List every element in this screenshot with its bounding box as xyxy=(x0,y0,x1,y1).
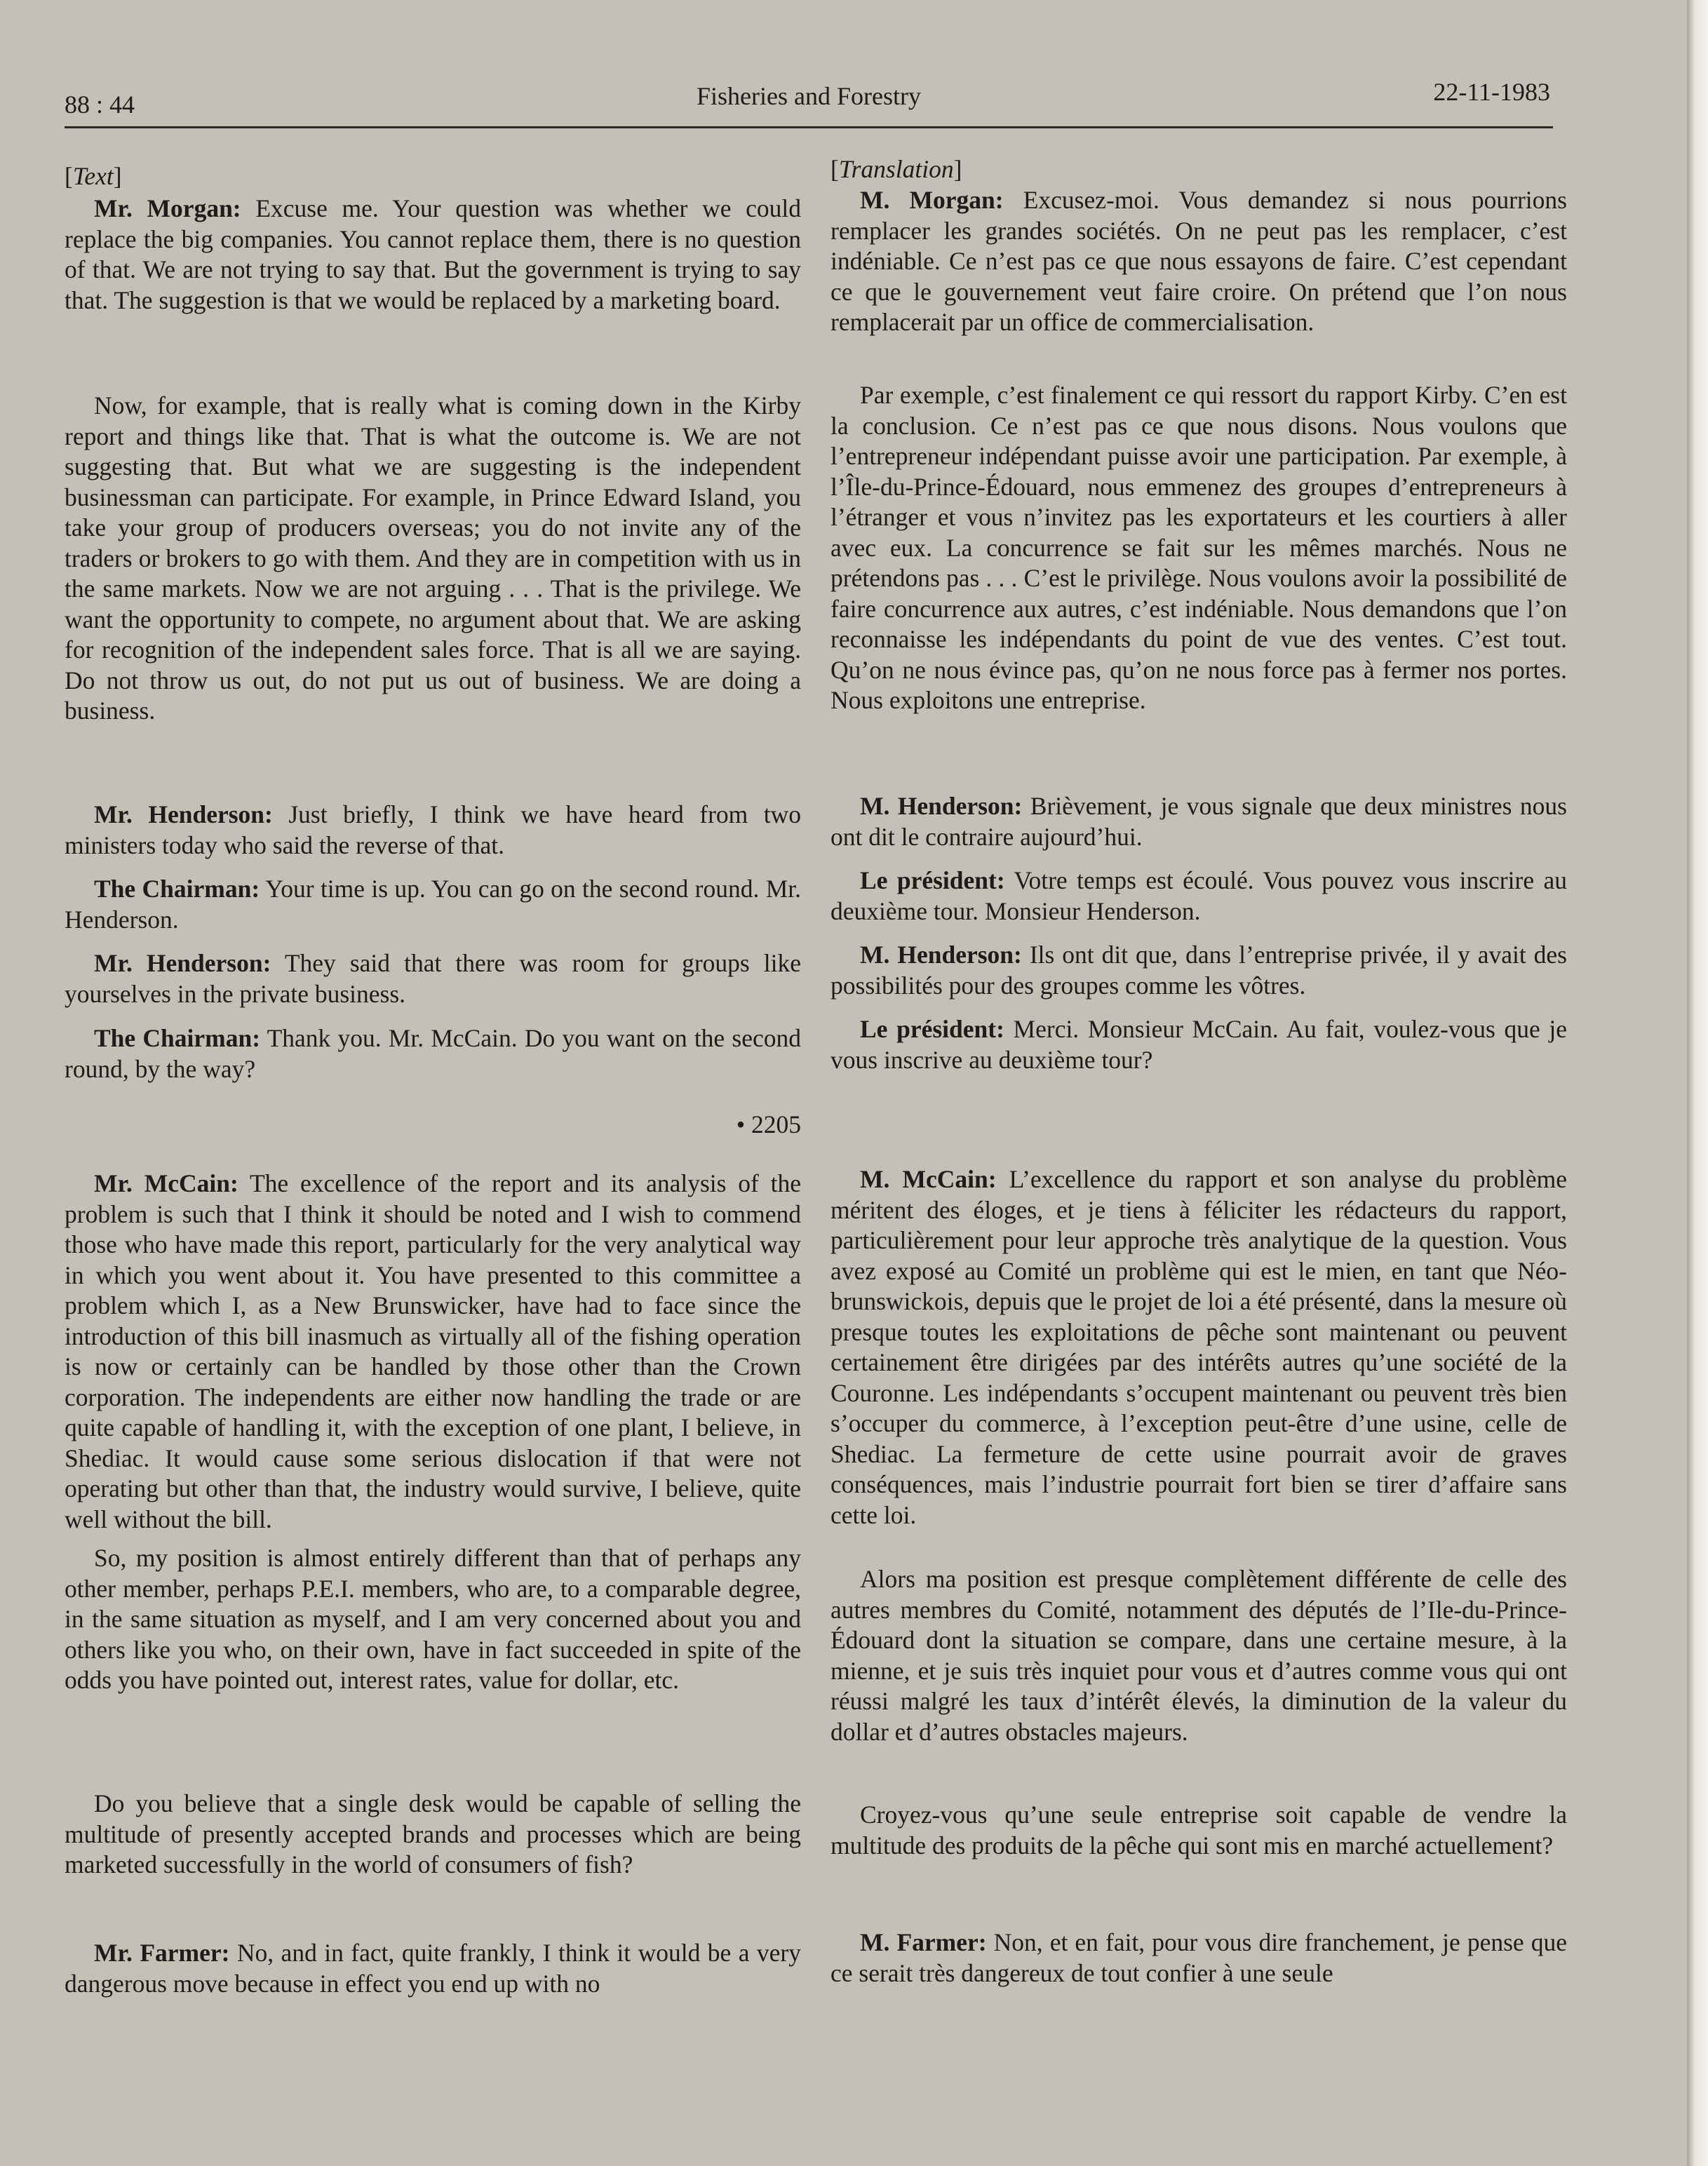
publication-title: Fisheries and Forestry xyxy=(697,82,921,110)
time-marker: • 2205 xyxy=(736,1110,801,1138)
language-label-text: Text xyxy=(72,162,114,190)
speaker-name: M. Henderson: xyxy=(860,941,1022,969)
paragraph: M. Farmer: Non, et en fait, pour vous dire franchement, je pense que ce serait très dangereux de tout confier à une seule xyxy=(831,1928,1568,1987)
language-label-text: Translation xyxy=(838,155,954,183)
speaker-name: Mr. Henderson: xyxy=(94,800,273,828)
paragraph: Croyez-vous qu’une seule entreprise soit capable de vendre la multitude des produits de la pêche qui sont mis en marché actuellement? xyxy=(831,1801,1567,1859)
english-language-label: [Text] xyxy=(65,162,122,190)
speaker-name: M. McCain: xyxy=(860,1165,997,1193)
paragraph: Do you believe that a single desk would be capable of selling the multitude of presently accepted brands and processes which are being marketed successfully in the world of consumers of fish? xyxy=(65,1789,801,1878)
paragraph: Mr. Henderson: They said that there was room for groups like yourselves in the private business. xyxy=(65,949,801,1008)
paragraph: Alors ma position est presque complètement différente de celle des autres membres du Comité, notamment des députés de l’Ile-du-Prince-Édouard dont la situation se compare, dans une certaine mesure, à la mienne, et je suis très inquiet pour vous et d’autres comme vous qui ont réussi malgré les taux d’intérêt élevés, la diminution de la valeur du dollar et d’autres obstacles majeurs. xyxy=(831,1565,1567,1746)
speaker-name: Mr. Henderson: xyxy=(94,949,271,977)
paragraph: So, my position is almost entirely different than that of perhaps any other member, perhaps P.E.I. members, who are, to a comparable degree, in the same situation as myself, and I am very concerned about you and others like you who, on their own, have in fact succeeded in spite of the odds you have pointed out, interest rates, value for dollar, etc. xyxy=(65,1544,801,1694)
paragraph: M. Henderson: Brièvement, je vous signale que deux ministres nous ont dit le contraire aujourd’hui. xyxy=(831,792,1567,851)
paragraph: Mr. Farmer: No, and in fact, quite frankly, I think it would be a very dangerous move because in effect you end up with no xyxy=(65,1939,801,1998)
speaker-name: M. Morgan: xyxy=(860,186,1004,214)
paragraph: Mr. McCain: The excellence of the report and its analysis of the problem is such that I think it should be noted and I wish to commend those who have made this report, particularly for the very analytical way in which you went about it. You have presented to this committee a problem which I, as a New Brunswicker, have had to face since the introduction of this bill inasmuch as virtually all of the fishing operation is now or certainly can be handled by those other than the Crown corporation. The independents are either now handling the trade or are quite capable of handling it, with the exception of one plant, I believe, in Shediac. It would cause some serious dislocation if that were not operating but other than that, the industry would survive, I believe, quite well without the bill. xyxy=(65,1169,801,1533)
paragraph: The Chairman: Your time is up. You can go on the second round. Mr. Henderson. xyxy=(65,875,801,934)
speaker-name: Mr. Farmer: xyxy=(94,1939,230,1967)
speaker-name: Mr. McCain: xyxy=(94,1169,238,1197)
paragraph: Mr. Henderson: Just briefly, I think we have heard from two ministers today who said the reverse of that. xyxy=(65,800,801,859)
paragraph: M. Morgan: Excusez-moi. Vous demandez si nous pourrions remplacer les grandes sociétés. On ne peut pas les remplacer, c’est indéniable. Ce n’est pas ce que nous essayons de faire. C’est cependant ce que le gouvernement veut faire croire. On prétend que l’on nous remplacerait par un office de commercialisation. xyxy=(831,186,1567,336)
paragraph: Now, for example, that is really what is coming down in the Kirby report and things like that. That is what the outcome is. We are not suggesting that. But what we are suggesting is the independent businessman can participate. For example, in Prince Edward Island, you take your group of producers overseas; you do not invite any of the traders or brokers to go with them. And they are in competition with us in the same markets. Now we are not arguing . . . That is the privilege. We want the opportunity to compete, no argument about that. We are asking for recognition of the independent sales force. That is all we are saying. Do not throw us out, do not put us out of business. We are doing a business. xyxy=(65,391,801,725)
french-language-label: [Translation] xyxy=(831,155,962,183)
page-header xyxy=(65,70,1553,128)
page-edge xyxy=(1687,0,1708,2166)
paragraph: Le président: Votre temps est écoulé. Vous pouvez vous inscrire au deuxième tour. Monsieur Henderson. xyxy=(831,866,1567,925)
paragraph: The Chairman: Thank you. Mr. McCain. Do you want on the second round, by the way? xyxy=(65,1024,801,1083)
paragraph: Par exemple, c’est finalement ce qui ressort du rapport Kirby. C’en est la conclusion. Ce n’est pas ce que nous disons. Nous voulons que l’entrepreneur indépendant puisse avoir une participation. Par exemple, à l’Île-du-Prince-Édouard, nous emmenez des groupes d’entrepreneurs à l’étranger et vous n’invitez pas les exportateurs et les courtiers à aller avec eux. La concurrence se fait sur les mêmes marchés. Nous ne prétendons pas . . . C’est le privilège. Nous voulons avoir la possibilité de faire concurrence aux autres, c’est indéniable. Nous demandons que l’on reconnaisse les indépendants du point de vue des ventes. C’est tout. Qu’on ne nous évince pas, qu’on ne nous force pas à fermer nos portes. Nous exploitons une entreprise. xyxy=(831,381,1567,714)
speaker-name: M. Farmer: xyxy=(860,1928,987,1956)
paragraph: M. Henderson: Ils ont dit que, dans l’entreprise privée, il y avait des possibilités pour des groupes comme les vôtres. xyxy=(831,941,1568,1000)
paragraph: Mr. Morgan: Excuse me. Your question was whether we could replace the big companies. You cannot replace them, there is no question of that. We are not trying to say that. But the government is trying to say that. The suggestion is that we would be replaced by a marketing board. xyxy=(65,194,801,314)
speaker-name: Mr. Morgan: xyxy=(94,194,241,222)
page-number: 88 : 44 xyxy=(65,90,135,119)
speaker-name: Le président: xyxy=(860,866,1005,894)
speaker-name: The Chairman: xyxy=(94,875,260,903)
header-date: 22-11-1983 xyxy=(1433,78,1550,106)
paragraph: M. McCain: L’excellence du rapport et son analyse du problème méritent des éloges, et je tiens à féliciter les rédacteurs du rapport, particulièrement pour leur approche très analytique de la question. Vous avez exposé au Comité un problème qui est le mien, en tant que Néo-brunswickois, depuis que le projet de loi a été présenté, dans la mesure où presque toutes les exploitations de pêche sont maintenant ou peuvent certainement être dirigées par des intérêts autres qu’une société de la Couronne. Les indépendants s’occupent maintenant ou peuvent très bien s’occuper du commerce, à l’exception peut-être d’une usine, celle de Shediac. La fermeture de cette usine pourrait avoir de graves conséquences, mais l’industrie pourrait fort bien se tirer d’affaire sans cette loi. xyxy=(831,1165,1567,1529)
speaker-name: Le président: xyxy=(860,1015,1004,1043)
paragraph: Le président: Merci. Monsieur McCain. Au fait, voulez-vous que je vous inscrive au deuxième tour? xyxy=(831,1015,1567,1074)
speaker-name: The Chairman: xyxy=(94,1024,261,1052)
speaker-name: M. Henderson: xyxy=(860,792,1023,820)
